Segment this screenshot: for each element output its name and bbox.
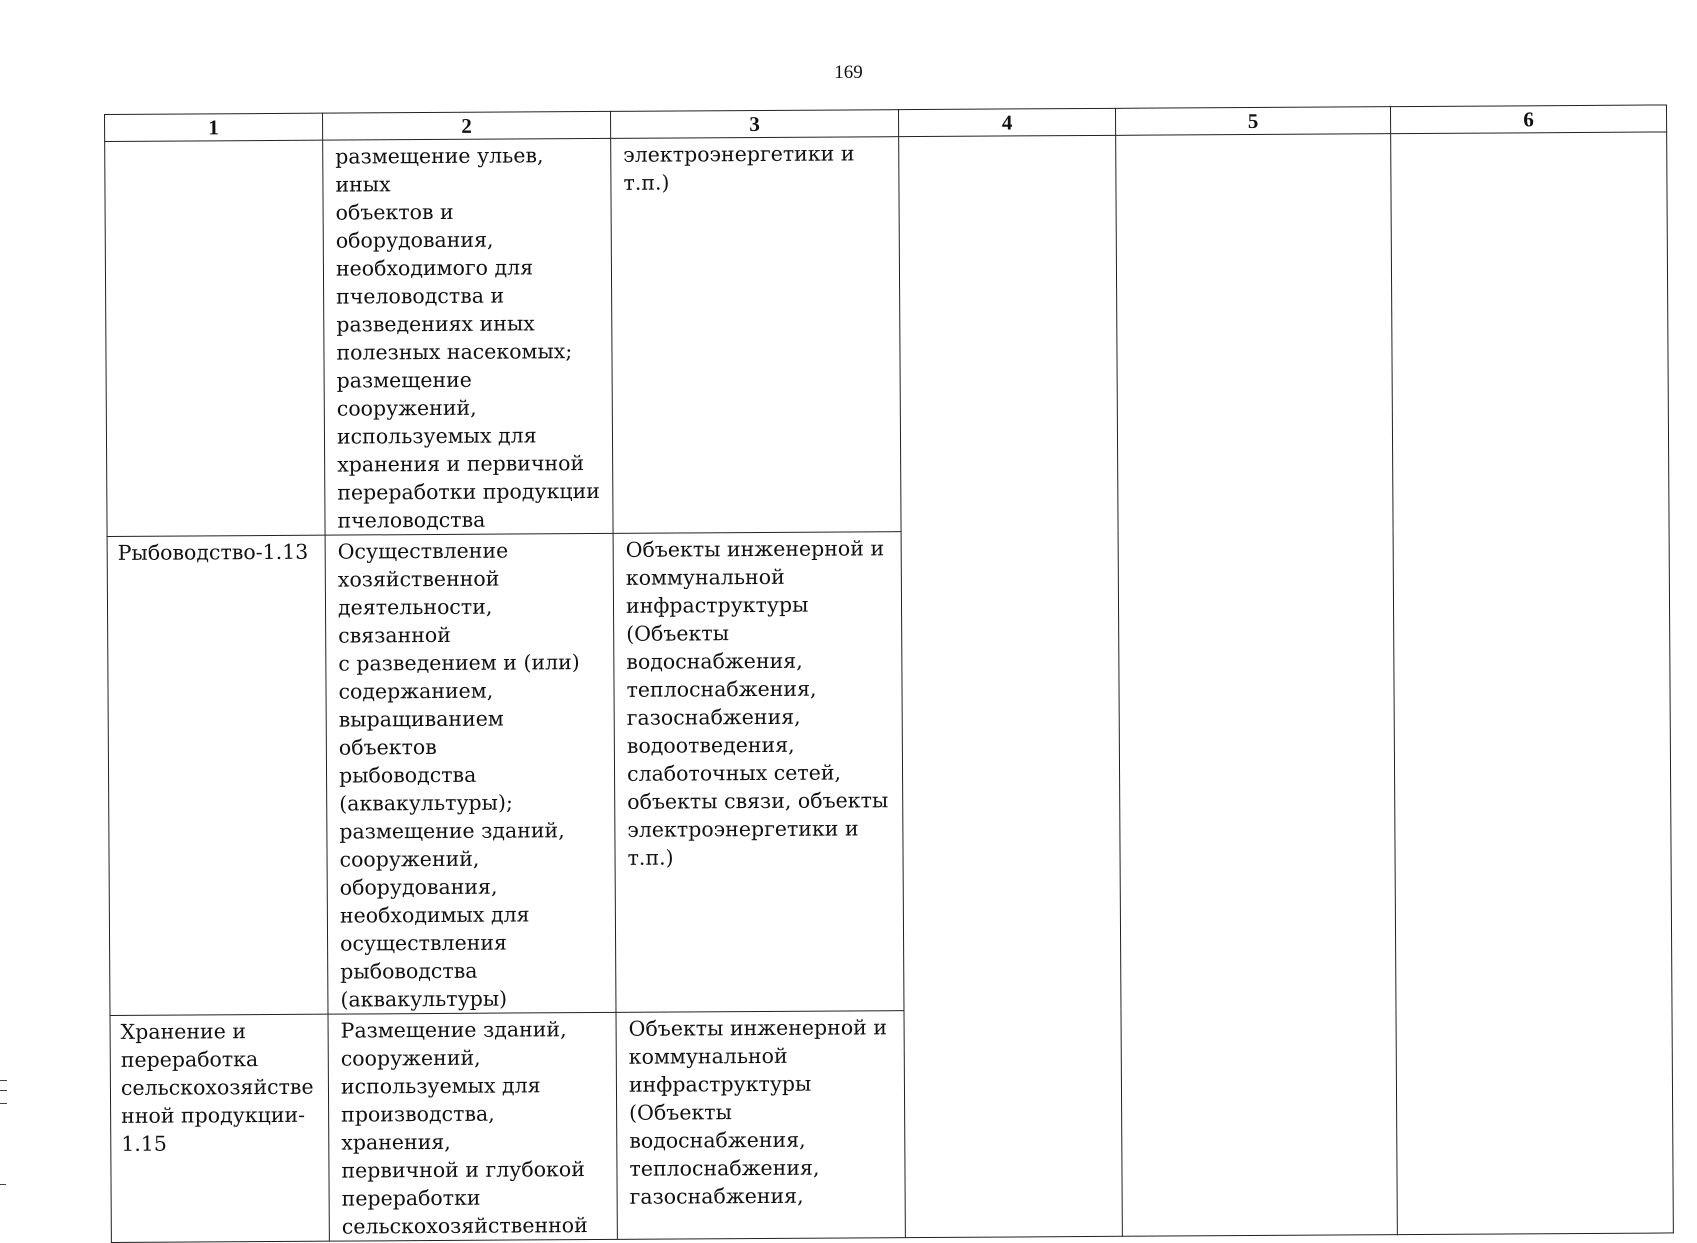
header-col-4: 4 xyxy=(898,108,1115,136)
col-5-body xyxy=(1116,134,1398,1237)
zoning-table xyxy=(104,104,1674,1243)
row-1-col-1 xyxy=(105,140,325,536)
row-3-use-type: Хранение и переработка сельскохозяйстве нной продукции- 1.15 xyxy=(120,1019,314,1156)
row-2-col-1 xyxy=(107,535,328,1015)
row-3-col-2 xyxy=(328,1012,617,1241)
header-col-3: 3 xyxy=(610,110,898,139)
row-3-col-3 xyxy=(616,1011,905,1240)
col-6-body xyxy=(1391,132,1674,1235)
table-row xyxy=(105,132,1669,537)
header-col-6: 6 xyxy=(1390,105,1666,134)
row-1-description: размещение ульев, иных объектов и оборудования, необходимого для пчеловодства и разведениях иных полезных насекомых; размещение сооружений, используемых для хранения и первичной переработки продукции пчеловодства xyxy=(335,143,600,533)
row-2-description: Осуществление хозяйственной деятельности, связанной с разведением и (или) содержанием, выращиванием объектов рыбоводства (аквакультуры); размещение зданий, сооружений, оборудования, необходимых для осуществления рыбоводства (аквакультуры) xyxy=(337,538,580,1012)
margin-tick-mark xyxy=(0,1184,6,1185)
row-3-objects: Объекты инженерной и коммунальной инфраструктуры (Объекты водоснабжения, теплоснабжения, газоснабжения, xyxy=(628,1015,888,1209)
row-2-use-type: Рыбоводство-1.13 xyxy=(117,539,309,565)
row-3-description: Размещение зданий, сооружений, используемых для производства, хранения, первичной и глубокой переработки сельскохозяйственной xyxy=(340,1017,588,1239)
row-1-use-type xyxy=(105,141,322,144)
header-col-5: 5 xyxy=(1115,107,1390,136)
header-col-1: 1 xyxy=(105,113,323,141)
col-4-body xyxy=(899,135,1123,1237)
row-1-objects: электроэнергетики и т.п.) xyxy=(623,141,855,195)
header-col-2: 2 xyxy=(322,111,610,140)
row-2-col-3 xyxy=(613,532,904,1013)
row-2-objects: Объекты инженерной и коммунальной инфраструктуры (Объекты водоснабжения, теплоснабжения, газоснабжения, водоотведения, слаботочных сетей, объекты связи, объекты электроэнергетики и т.п.) xyxy=(625,536,889,870)
row-3-col-1 xyxy=(110,1014,329,1242)
margin-binding-mark xyxy=(0,1080,7,1104)
row-1-col-3 xyxy=(611,137,901,534)
row-2-col-2 xyxy=(325,533,616,1014)
page-number: 169 xyxy=(834,62,863,83)
row-1-col-2 xyxy=(323,138,613,535)
